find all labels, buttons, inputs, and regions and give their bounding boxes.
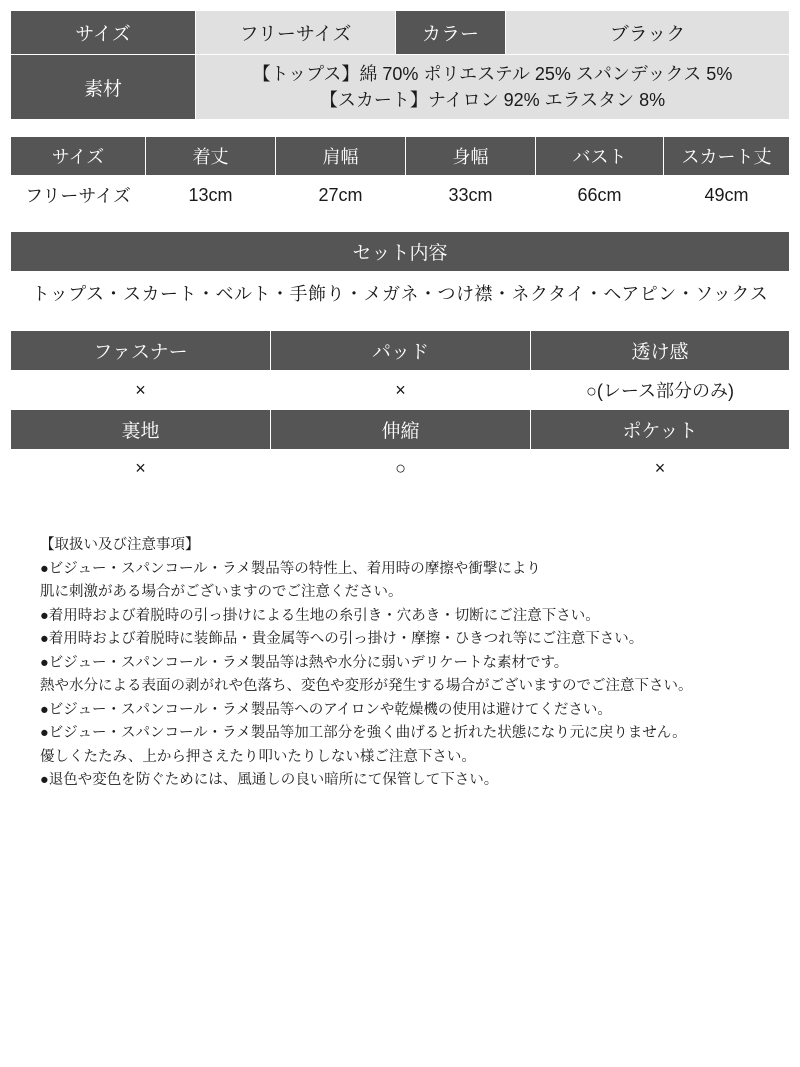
notes-line-0: ●ビジュー・スパンコール・ラメ製品等の特性上、着用時の摩擦や衝撃により (40, 560, 541, 577)
feature-value-5: × (531, 450, 790, 488)
material-line-2: 【スカート】ナイロン 92% エラスタン 8% (319, 90, 666, 111)
table-row (11, 331, 790, 371)
notes-title: 【取扱い及び注意事項】 (40, 537, 200, 554)
table-row (11, 232, 790, 272)
spacer (10, 314, 790, 330)
size-value: フリーサイズ (196, 11, 396, 55)
table-row (11, 55, 790, 120)
feature-header-4: 伸縮 (271, 410, 531, 450)
notes-line-4: ●ビジュー・スパンコール・ラメ製品等は熱や水分に弱いデリケートな素材です。 (40, 654, 569, 671)
measure-header-5: スカート丈 (664, 137, 790, 176)
measure-header-0: サイズ (11, 137, 146, 176)
notes-line-6: ●ビジュー・スパンコール・ラメ製品等へのアイロンや乾燥機の使用は避けてください。 (40, 701, 612, 718)
notes-line-1: 肌に刺激がある場合がございますのでご注意ください。 (40, 584, 403, 601)
table-row (11, 272, 790, 314)
set-contents-title: セット内容 (11, 232, 790, 272)
feature-value-1: × (271, 371, 531, 410)
material-value (196, 55, 790, 120)
measure-value-4: 66cm (536, 176, 664, 215)
set-contents-table (10, 231, 790, 314)
notes-line-7: ●ビジュー・スパンコール・ラメ製品等加工部分を強く曲げると折れた状態になり元に戻りません。 (40, 725, 687, 742)
measure-header-3: 身幅 (406, 137, 536, 176)
notes-line-3: ●着用時および着脱時に装飾品・貴金属等への引っ掛け・摩擦・ひきつれ等にご注意下さい。 (40, 631, 644, 648)
color-label: カラー (396, 11, 506, 55)
feature-value-3: × (11, 450, 271, 488)
spacer (10, 120, 790, 136)
measure-header-2: 肩幅 (276, 137, 406, 176)
feature-value-4: ○ (271, 450, 531, 488)
table-row (11, 371, 790, 410)
table-row (11, 176, 790, 215)
notes-line-5: 熱や水分による表面の剥がれや色落ち、変色や変形が発生する場合がございますのでご注意下さい。 (40, 678, 693, 695)
set-contents-items: トップス・スカート・ベルト・手飾り・メガネ・つけ襟・ネクタイ・ヘアピン・ソックス (11, 272, 790, 314)
notes-line-8: 優しくたたみ、上から押さえたり叩いたりしない様ご注意下さい。 (40, 748, 476, 765)
measure-value-0: フリーサイズ (11, 176, 146, 215)
spacer (10, 215, 790, 231)
measurements-table (10, 136, 790, 215)
table-row (11, 11, 790, 55)
measure-header-4: バスト (536, 137, 664, 176)
table-row (11, 450, 790, 488)
feature-value-2: ○(レース部分のみ) (531, 371, 790, 410)
measure-value-2: 27cm (276, 176, 406, 215)
care-notes (40, 534, 790, 792)
material-line-1: 【トップス】綿 70% ポリエステル 25% スパンデックス 5% (252, 64, 733, 84)
feature-value-0: × (11, 371, 271, 410)
material-label: 素材 (11, 55, 196, 120)
table-row (11, 410, 790, 450)
measure-value-1: 13cm (146, 176, 276, 215)
size-label: サイズ (11, 11, 196, 55)
feature-header-5: ポケット (531, 410, 790, 450)
spec-table (10, 10, 790, 120)
feature-header-1: パッド (271, 331, 531, 371)
table-row (11, 137, 790, 176)
feature-header-0: ファスナー (11, 331, 271, 371)
measure-value-3: 33cm (406, 176, 536, 215)
features-table (10, 330, 790, 488)
measure-header-1: 着丈 (146, 137, 276, 176)
notes-line-2: ●着用時および着脱時の引っ掛けによる生地の糸引き・穴あき・切断にご注意下さい。 (40, 607, 600, 624)
feature-header-2: 透け感 (531, 331, 790, 371)
measure-value-5: 49cm (664, 176, 790, 215)
notes-line-9: ●退色や変色を防ぐためには、風通しの良い暗所にて保管して下さい。 (40, 772, 499, 789)
feature-header-3: 裏地 (11, 410, 271, 450)
color-value: ブラック (506, 11, 790, 55)
